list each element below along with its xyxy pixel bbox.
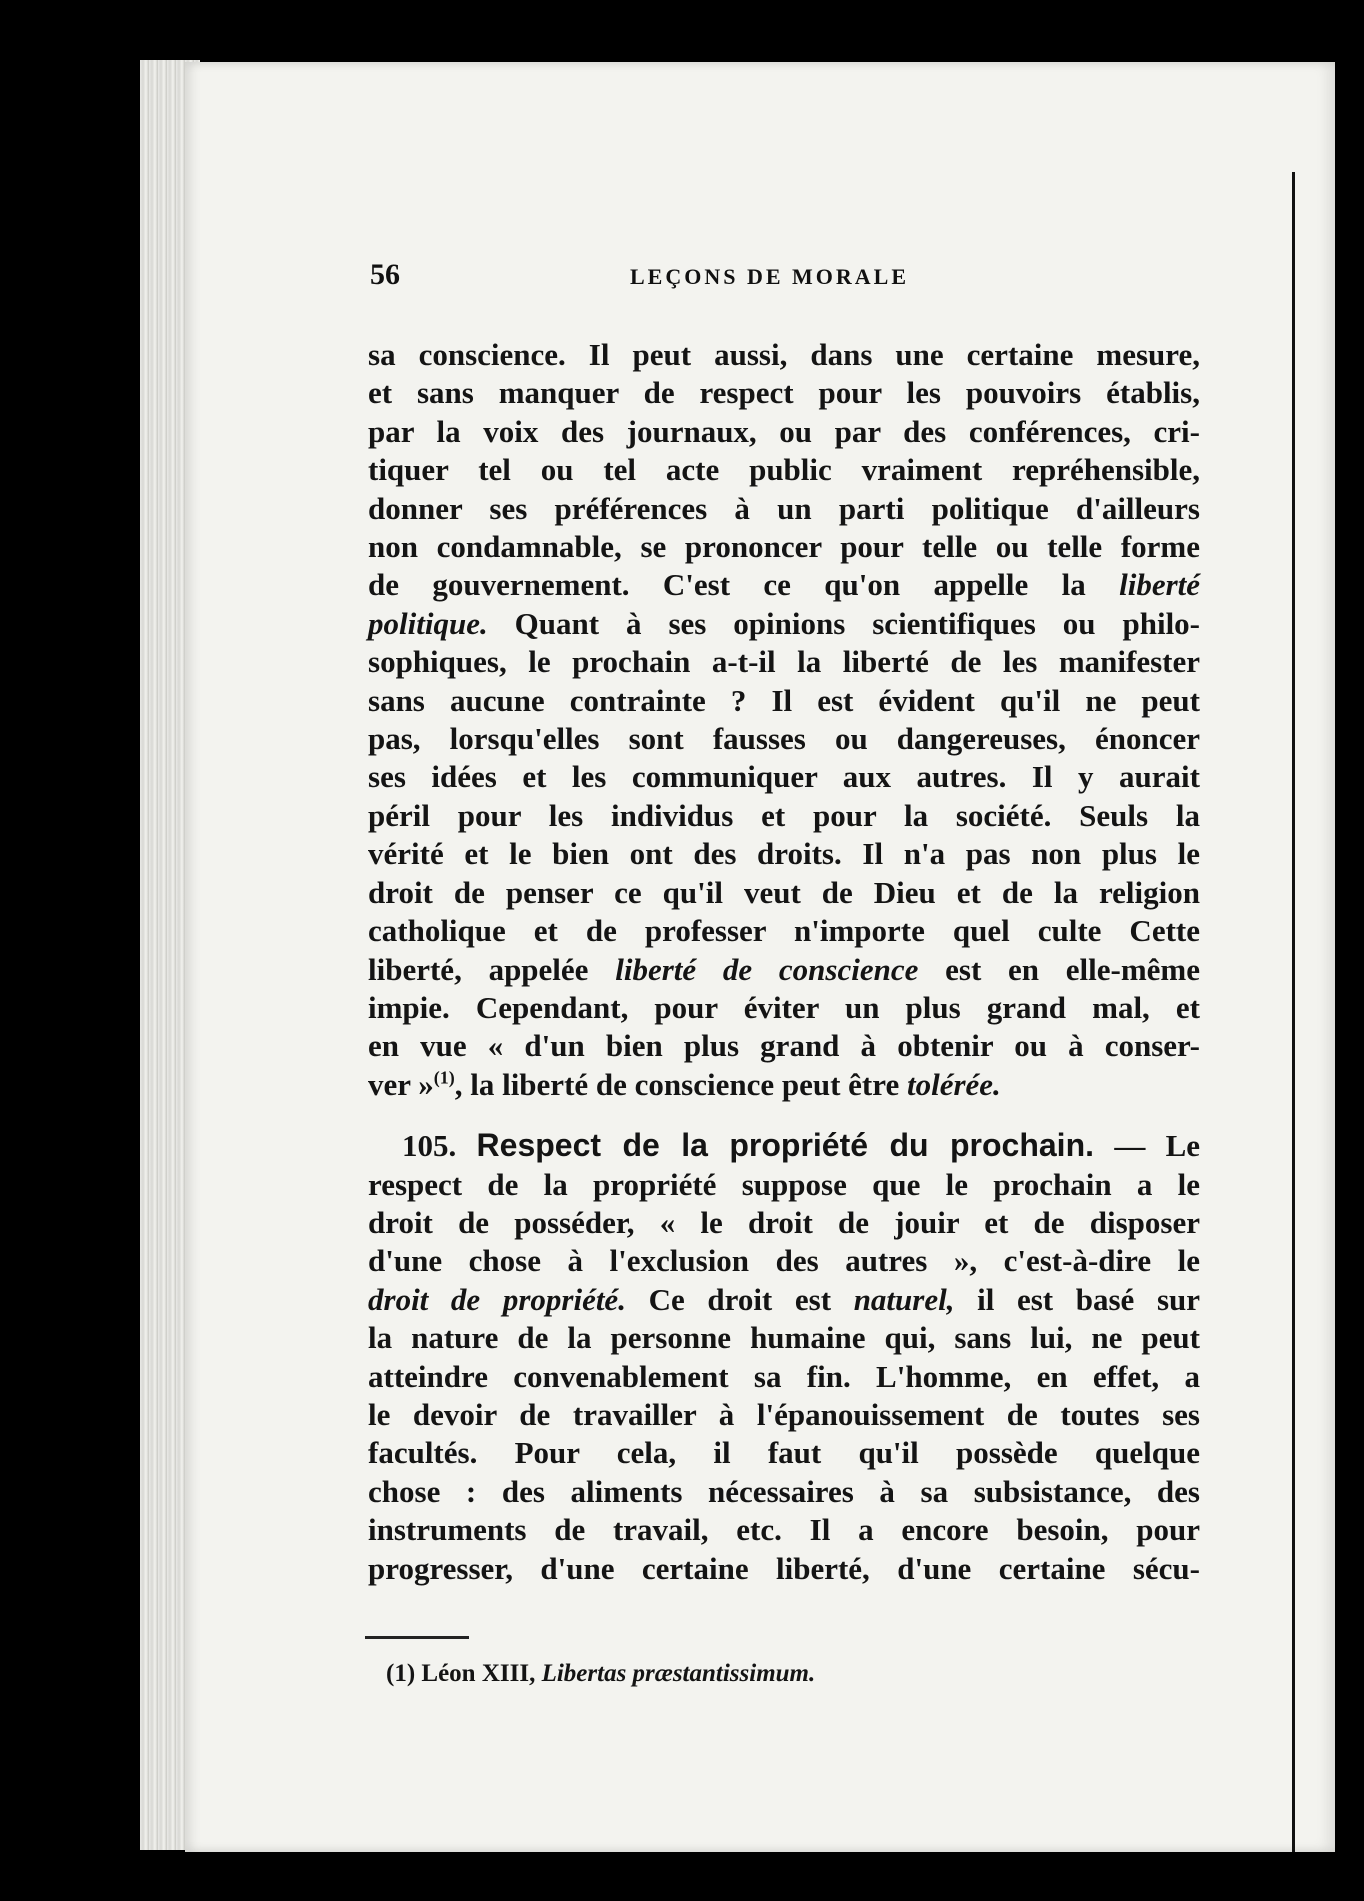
italic-term: liberté de conscience: [615, 951, 919, 987]
section-heading: Respect de la propriété du prochain.: [476, 1127, 1095, 1164]
text-line: non condamnable, se prononcer pour telle ou telle forme: [368, 529, 1200, 565]
footnote: [386, 1660, 815, 1688]
page-header: [370, 258, 950, 302]
text-line: et sans manquer de respect pour les pouvoirs établis,: [368, 375, 1200, 411]
text-line: péril pour les individus et pour la société. Seuls la: [368, 797, 1200, 833]
text-line: la nature de la personne humaine qui, sans lui, ne peut: [368, 1320, 1200, 1356]
text-line: droit de penser ce qu'il veut de Dieu et de la religion: [368, 874, 1200, 910]
text-line: [368, 951, 1200, 989]
text-line: donner ses préférences à un parti politique d'ailleurs: [368, 490, 1200, 526]
footnote-divider: [365, 1636, 469, 1639]
text-run: liberté, appelée: [368, 951, 589, 987]
text-line: progresser, d'une certaine liberté, d'une certaine sécu-: [368, 1550, 1200, 1586]
right-page-border: [1292, 172, 1295, 1852]
text-line: facultés. Pour cela, il faut qu'il possède quelque: [368, 1435, 1200, 1471]
text-run: ver »: [368, 1066, 434, 1102]
running-title: LEÇONS DE MORALE: [630, 264, 910, 289]
text-line: sophiques, le prochain a-t-il la liberté de les manifester: [368, 644, 1200, 680]
text-run: , la liberté de conscience peut être: [454, 1066, 900, 1102]
text-line: chose : des aliments nécessaires à sa subsistance, des: [368, 1473, 1200, 1509]
body-text: [368, 336, 1200, 1588]
section-number: 105.: [402, 1128, 457, 1164]
italic-term: liberté: [1119, 567, 1201, 603]
text-line: atteindre convenablement sa fin. L'homme, en effet, a: [368, 1358, 1200, 1394]
text-line: pas, lorsqu'elles sont fausses ou dangereuses, énoncer: [368, 721, 1200, 757]
text-line: d'une chose à l'exclusion des autres », c'est-à-dire le: [368, 1243, 1200, 1279]
text-run: est en elle-même: [945, 951, 1201, 987]
text-run: Ce droit est: [648, 1281, 832, 1317]
italic-term: droit de propriété.: [368, 1281, 626, 1317]
text-line: instruments de travail, etc. Il a encore besoin, pour: [368, 1512, 1200, 1548]
text-run: de gouvernement. C'est ce qu'on appelle la: [368, 567, 1086, 603]
text-line: [368, 1066, 1200, 1104]
text-line: sans aucune contrainte ? Il est évident qu'il ne peut: [368, 682, 1200, 718]
text-run: il est basé sur: [977, 1281, 1201, 1317]
text-run: — Le: [1114, 1128, 1201, 1164]
text-line: par la voix des journaux, ou par des conférences, cri-: [368, 413, 1200, 449]
section-heading-line: [368, 1126, 1200, 1165]
footnote-work-title: Libertas præstantissimum.: [541, 1660, 816, 1687]
text-line: respect de la propriété suppose que le prochain a le: [368, 1166, 1200, 1202]
text-line: [368, 566, 1200, 604]
italic-term: tolérée.: [906, 1066, 1001, 1102]
text-line: [368, 605, 1200, 643]
text-line: ses idées et les communiquer aux autres. Il y aurait: [368, 759, 1200, 795]
italic-term: politique.: [368, 605, 488, 641]
text-line: impie. Cependant, pour éviter un plus grand mal, et: [368, 989, 1200, 1025]
text-line: sa conscience. Il peut aussi, dans une certaine mesure,: [368, 337, 1200, 372]
footnote-marker: (1): [386, 1660, 416, 1687]
text-line: le devoir de travailler à l'épanouissement de toutes ses: [368, 1396, 1200, 1432]
text-line: vérité et le bien ont des droits. Il n'a pas non plus le: [368, 836, 1200, 872]
text-line: tiquer tel ou tel acte public vraiment repréhensible,: [368, 452, 1200, 488]
text-run: Quant à ses opinions scientifiques ou philo-: [514, 605, 1201, 641]
footnote-author: Léon XIII,: [421, 1660, 536, 1687]
text-line: [368, 1281, 1200, 1319]
paragraph-gap: [368, 1104, 1200, 1126]
footnote-reference: (1): [433, 1067, 455, 1088]
text-line: droit de posséder, « le droit de jouir et de disposer: [368, 1204, 1200, 1240]
text-line: en vue « d'un bien plus grand à obtenir ou à conser-: [368, 1028, 1200, 1064]
text-line: catholique et de professer n'importe quel culte Cette: [368, 913, 1200, 949]
page-number: 56: [370, 258, 400, 291]
italic-term: naturel,: [853, 1281, 955, 1317]
